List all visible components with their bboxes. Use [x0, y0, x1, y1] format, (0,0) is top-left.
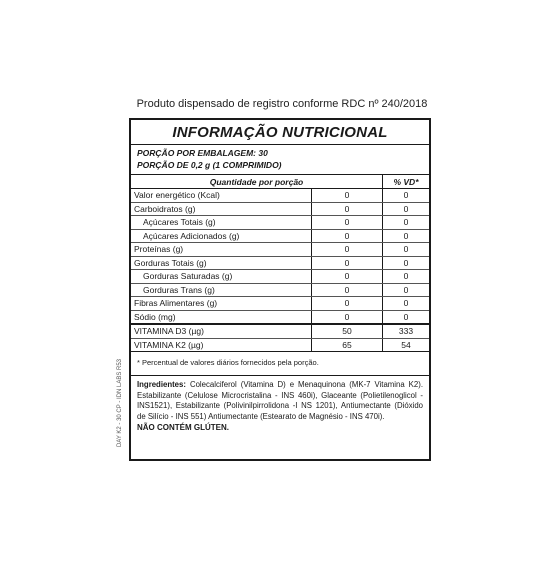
nutrient-name: Gorduras Saturadas (g): [131, 270, 312, 284]
ingredients-text: [137, 380, 423, 422]
side-code-text: DAY K2 - 30 CP - IDN LABS R53: [117, 358, 123, 448]
nutrient-vd: 0: [383, 310, 430, 324]
nutrient-vd: 333: [383, 324, 430, 338]
nutrition-label: [129, 118, 431, 461]
table-row: [131, 310, 429, 324]
ingredients-list: Colecalciferol (Vitamina D) e Menaquinona (MK-7 Vitamina K2). Estabilizante (Celulose Microcristalina - INS 460i), Glaceante (Polietilenoglicol - INS1521), Estabilizante (Polivinilpirrolidona -I NS 1201), Antiumectante (Dióxido de Silício - INS 551) Antiumectante (Estearato de Magnésio - INS 470i).: [137, 380, 423, 421]
table-row: [131, 202, 429, 216]
portion-size: PORÇÃO DE 0,2 g (1 COMPRIMIDO): [137, 160, 282, 170]
nutrient-name: Gorduras Trans (g): [131, 283, 312, 297]
nutrient-qty: 0: [312, 310, 383, 324]
nutrient-qty: 0: [312, 229, 383, 243]
portion-info: [131, 145, 429, 175]
nutrient-qty: 65: [312, 338, 383, 352]
nutrient-vd: 0: [383, 297, 430, 311]
nutrient-name: VITAMINA D3 (µg): [131, 324, 312, 338]
nutrient-qty: 0: [312, 270, 383, 284]
table-row: [131, 243, 429, 257]
nutrient-qty: 0: [312, 243, 383, 257]
header-vd: % VD*: [383, 175, 430, 189]
nutrient-vd: 0: [383, 202, 430, 216]
nutrient-vd: 0: [383, 283, 430, 297]
nutrient-vd: 0: [383, 243, 430, 257]
nutrient-vd: 0: [383, 216, 430, 230]
label-title: INFORMAÇÃO NUTRICIONAL: [131, 120, 429, 145]
header-quantity: Quantidade por porção: [131, 175, 383, 189]
table-row: [131, 270, 429, 284]
table-row: [131, 324, 429, 338]
nutrient-qty: 0: [312, 216, 383, 230]
nutrient-vd: 0: [383, 189, 430, 203]
nutrient-qty: 50: [312, 324, 383, 338]
table-header: [131, 175, 429, 189]
nutrient-qty: 0: [312, 283, 383, 297]
table-row: [131, 189, 429, 203]
nutrient-vd: 0: [383, 270, 430, 284]
nutrient-name: Açúcares Adicionados (g): [131, 229, 312, 243]
table-row: [131, 338, 429, 352]
table-row: [131, 283, 429, 297]
nutrient-vd: 0: [383, 229, 430, 243]
nutrient-qty: 0: [312, 256, 383, 270]
table-row: [131, 256, 429, 270]
nutrient-vd: 54: [383, 338, 430, 352]
nutrient-qty: 0: [312, 297, 383, 311]
nutrition-table: [131, 175, 429, 352]
nutrient-name: Valor energético (Kcal): [131, 189, 312, 203]
registration-note: Produto dispensado de registro conforme RDC nº 240/2018: [136, 98, 428, 110]
vd-footnote: * Percentual de valores diários fornecidos pela porção.: [131, 352, 429, 376]
side-code: [108, 358, 123, 460]
nutrient-qty: 0: [312, 189, 383, 203]
nutrient-name: Sódio (mg): [131, 310, 312, 324]
portion-per-package: PORÇÃO POR EMBALAGEM: 30: [137, 148, 268, 158]
ingredients-label: Ingredientes:: [137, 380, 186, 389]
table-row: [131, 216, 429, 230]
table-row: [131, 229, 429, 243]
nutrient-name: Proteínas (g): [131, 243, 312, 257]
gluten-notice: NÃO CONTÉM GLÚTEN.: [137, 423, 229, 432]
nutrient-name: VITAMINA K2 (µg): [131, 338, 312, 352]
table-row: [131, 297, 429, 311]
ingredients-block: [131, 376, 429, 438]
nutrient-name: Carboidratos (g): [131, 202, 312, 216]
nutrient-vd: 0: [383, 256, 430, 270]
nutrient-name: Gorduras Totais (g): [131, 256, 312, 270]
nutrient-qty: 0: [312, 202, 383, 216]
nutrient-name: Açúcares Totais (g): [131, 216, 312, 230]
nutrient-name: Fibras Alimentares (g): [131, 297, 312, 311]
